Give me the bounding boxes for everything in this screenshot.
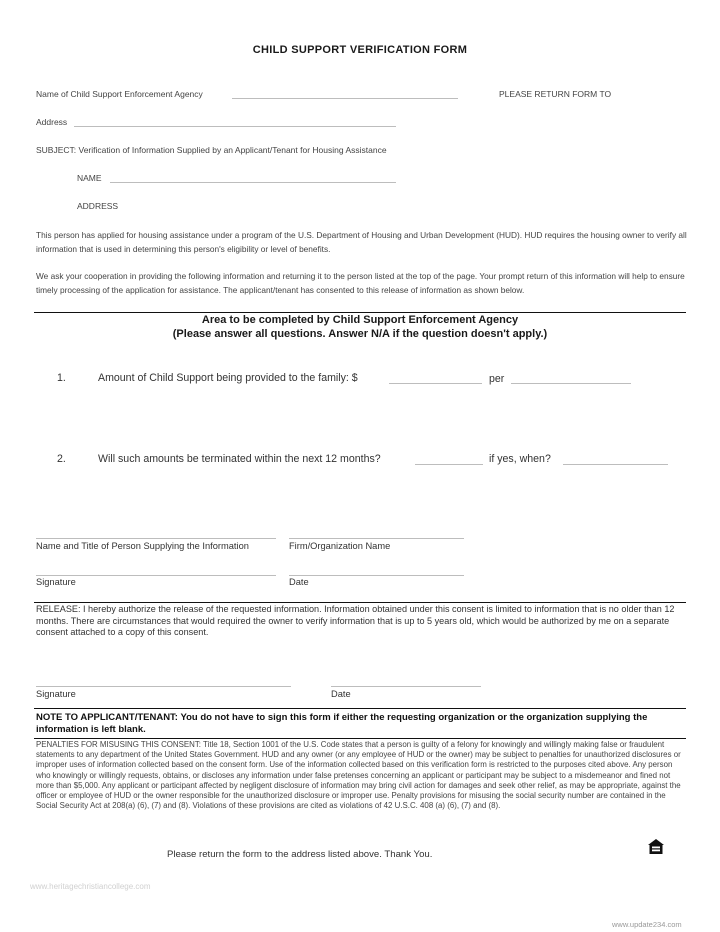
supplier-name-field[interactable] — [36, 538, 276, 539]
question-2-text: Will such amounts be terminated within the next 12 months? — [98, 453, 381, 465]
firm-name-field[interactable] — [289, 538, 464, 539]
section-heading: Area to be completed by Child Support Enforcement Agency — [201, 314, 519, 326]
applicant-signature-label: Signature — [36, 689, 76, 699]
agency-field[interactable] — [232, 98, 458, 99]
name-label: NAME — [77, 173, 102, 183]
applicant-date-label: Date — [331, 689, 351, 699]
address-label: Address — [36, 117, 68, 127]
termination-field[interactable] — [415, 464, 483, 465]
section-divider — [34, 312, 686, 313]
form-title: CHILD SUPPORT VERIFICATION FORM — [252, 44, 468, 56]
name-field[interactable] — [110, 182, 396, 183]
note-to-applicant: NOTE TO APPLICANT/TENANT: You do not have to sign this form if either the requesting organization or the organization supplying the information is left blank. — [36, 712, 648, 735]
watermark-left: www.heritagechristiancollege.com — [30, 882, 151, 891]
applicant-address-label: ADDRESS — [77, 201, 119, 211]
when-label: if yes, when? — [489, 453, 551, 465]
equal-housing-icon — [647, 838, 665, 856]
address-field[interactable] — [74, 126, 396, 127]
amount-field[interactable] — [389, 383, 482, 384]
per-field[interactable] — [511, 383, 631, 384]
applicant-date-field[interactable] — [331, 686, 481, 687]
question-1-text: Amount of Child Support being provided to the family: $ — [98, 372, 358, 384]
question-1-number: 1. — [57, 372, 66, 384]
agency-label: Name of Child Support Enforcement Agency — [36, 89, 203, 99]
when-field[interactable] — [563, 464, 668, 465]
question-2-number: 2. — [57, 453, 66, 465]
watermark-right: www.update234.com — [612, 920, 682, 929]
per-label: per — [489, 373, 505, 385]
supplier-label: Name and Title of Person Supplying the Information — [36, 541, 249, 551]
return-label: PLEASE RETURN FORM TO — [499, 89, 612, 99]
release-divider — [34, 602, 686, 603]
date-field[interactable] — [289, 575, 464, 576]
release-text: RELEASE: I hereby authorize the release of the requested information. Information obtained under this consent is limited to information that is no older than 12 months. There are circumstances that would required the owner to verify information that is up to 5 years old, which would be authorized by me on a separate consent attached to a copy of this consent. — [36, 604, 675, 638]
cooperation-paragraph: We ask your cooperation in providing the following information and returning it to the person listed at the top of the page. Your prompt return of this information will help to ensure timely processing of the application for assistance. The applicant/tenant has consented to this release of information as shown below. — [36, 271, 685, 295]
subject-line: SUBJECT: Verification of Information Supplied by an Applicant/Tenant for Housing Assistance — [36, 145, 387, 155]
penalties-text: PENALTIES FOR MISUSING THIS CONSENT: Title 18, Section 1001 of the U.S. Code states that a person is guilty of a felony for knowingly and willingly making false or fraudulent statements to any department of the United States Government. HUD and any owner (or any employee of HUD or the owner) may be subject to penalties for unauthorized disclosures or improper uses of information collected based on the consent form. Use of the information collected based on this verification form is restricted to the purposes cited above. Any person who knowingly or willingly requests, obtains, or discloses any information under false pretenses concerning an applicant or participant may be subject to a misdemeanor and fined not more than $5,000. Any applicant or participant affected by negligent disclosure of information may bring civil action for damages and seek other relief, as may be appropriate, against the officer or employee of HUD or the owner responsible for the unauthorized disclosure or improper use. Penalty provisions for misusing the social security number are contained in the Social Security Act at 208(a) (6), (7) and (8). Violations of these provisions are cited as violations of 42 U.S.C. 408 (a) (6), (7) and (8). — [36, 740, 681, 811]
penalties-divider — [34, 738, 686, 739]
signature-label: Signature — [36, 577, 76, 587]
note-divider — [34, 708, 686, 709]
date-label: Date — [289, 577, 309, 587]
intro-paragraph: This person has applied for housing assistance under a program of the U.S. Department of Housing and Urban Development (HUD). HUD requires the housing owner to verify all information that is used in determining this person's eligibility or level of benefits. — [36, 230, 687, 254]
return-instruction: Please return the form to the address listed above. Thank You. — [167, 849, 433, 860]
signature-field[interactable] — [36, 575, 276, 576]
applicant-signature-field[interactable] — [36, 686, 291, 687]
section-instructions: (Please answer all questions. Answer N/A if the question doesn't apply.) — [172, 328, 548, 340]
firm-label: Firm/Organization Name — [289, 541, 391, 551]
